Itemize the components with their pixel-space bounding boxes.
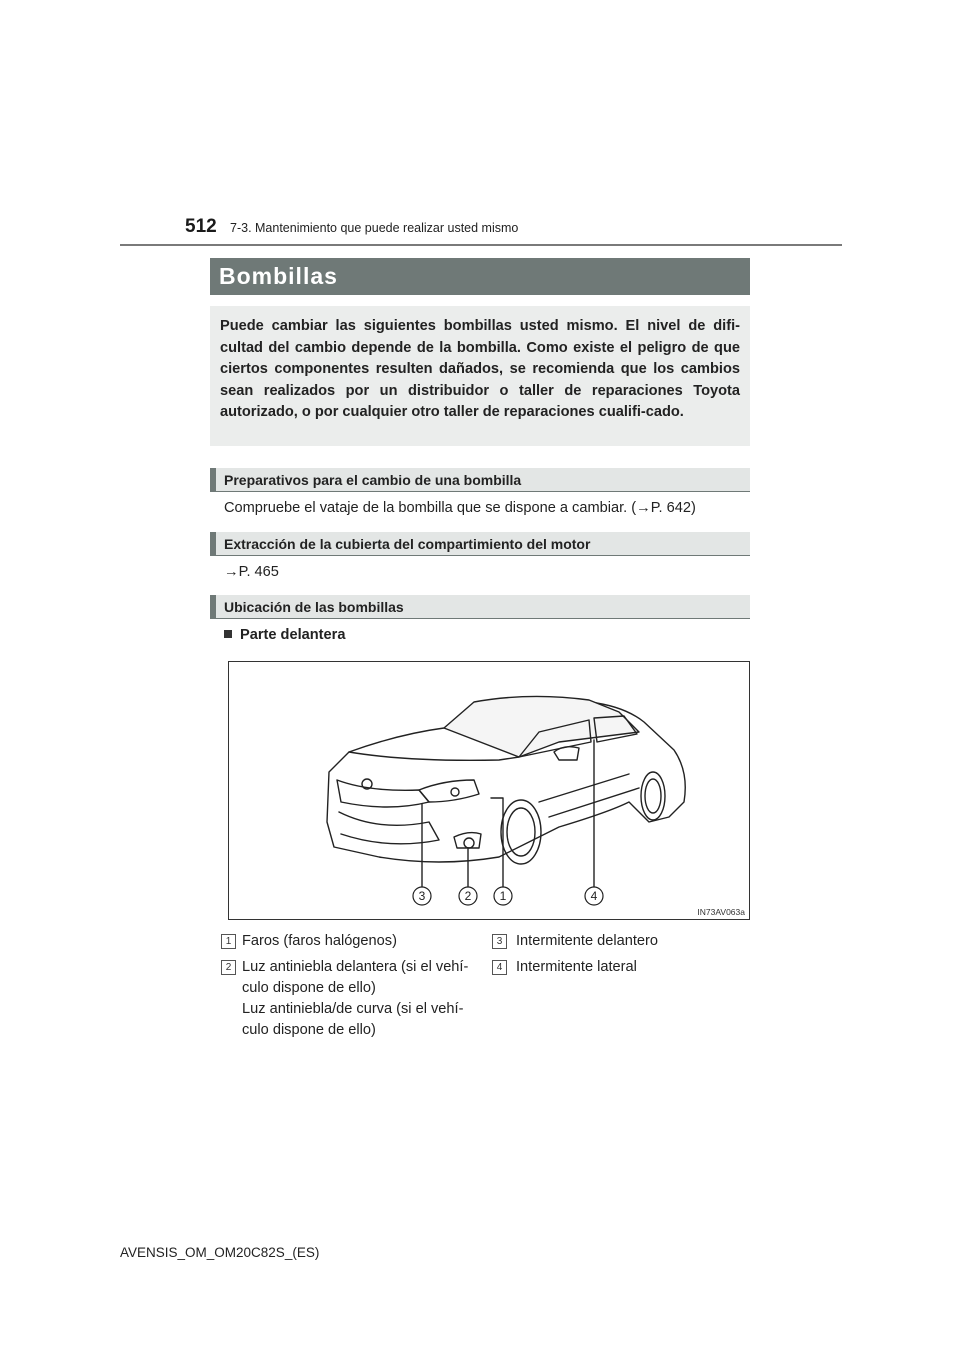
callout-4: 4 <box>590 889 598 903</box>
engine-cover-text: →P. 465 <box>224 564 279 580</box>
legend-item-2-line3: Luz antiniebla/de curva (si el vehí- <box>242 1001 464 1017</box>
legend-num-4: 4 <box>492 960 507 975</box>
legend-item-2-line1: Luz antiniebla delantera (si el vehí- <box>242 959 469 975</box>
car-illustration <box>228 661 750 920</box>
legend-num-3: 3 <box>492 934 507 949</box>
callout-3: 3 <box>418 889 426 903</box>
legend-item-2-line2: culo dispone de ello) <box>242 980 376 996</box>
square-bullet-icon <box>224 630 232 638</box>
section-heading-preparation: Preparativos para el cambio de una bombilla <box>210 468 750 492</box>
section-heading-engine-cover: Extracción de la cubierta del compartimiento del motor <box>210 532 750 556</box>
car-drawing <box>229 662 749 919</box>
document-id-footer: AVENSIS_OM_OM20C82S_(ES) <box>120 1245 320 1260</box>
legend-item-2-line4: culo dispone de ello) <box>242 1022 376 1038</box>
front-subheading-label: Parte delantera <box>240 627 346 643</box>
legend-item-3: Intermitente delantero <box>516 933 658 949</box>
legend-item-4: Intermitente lateral <box>516 959 637 975</box>
callout-1: 1 <box>499 889 507 903</box>
header-rule <box>120 244 842 246</box>
page-number: 512 <box>185 216 217 237</box>
front-subheading <box>224 627 345 643</box>
intro-text: Puede cambiar las siguientes bombillas usted mismo. El nivel de difi-cultad del cambio depende de la bombilla. Como existe el peligro de que ciertos componentes resulten dañados, se recomienda que los cambios sean realizados por un distribuidor o taller de reparaciones Toyota autorizado, o por cualquier otro taller de reparaciones cualifi-cado. <box>220 318 740 421</box>
legend-item-1: Faros (faros halógenos) <box>242 933 397 949</box>
preparation-text: Compruebe el vataje de la bombilla que se dispone a cambiar. (→P. 642) <box>224 500 696 516</box>
intro-box <box>210 306 750 446</box>
section-path: 7-3. Mantenimiento que puede realizar usted mismo <box>230 221 519 235</box>
page-title: Bombillas <box>210 258 750 295</box>
legend-num-1: 1 <box>221 934 236 949</box>
callout-2: 2 <box>464 889 472 903</box>
legend-num-2: 2 <box>221 960 236 975</box>
section-heading-bulb-location: Ubicación de las bombillas <box>210 595 750 619</box>
illustration-code: IN73AV063a <box>697 907 745 917</box>
